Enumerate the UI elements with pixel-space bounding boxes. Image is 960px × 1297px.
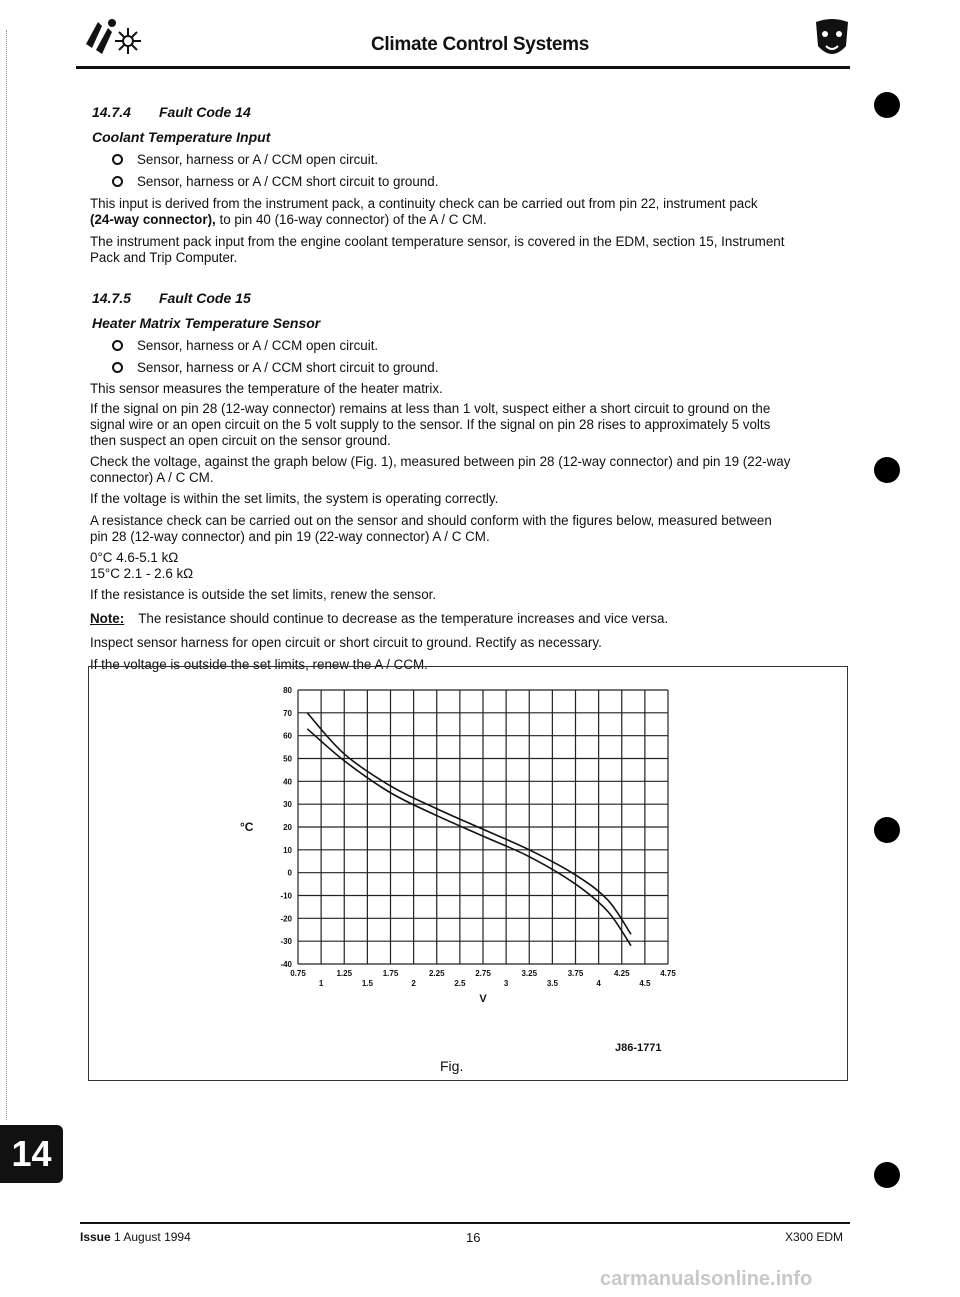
- figure-caption: Fig.: [440, 1058, 464, 1074]
- y-tick-label: 80: [283, 686, 292, 695]
- paragraph: Check the voltage, against the graph below (Fig. 1), measured between pin 28 (12-way connector) and pin 19 (22-way: [90, 454, 791, 469]
- x-tick-label: 0.75: [290, 969, 306, 978]
- y-tick-label: 30: [283, 800, 292, 810]
- x-tick-label: 4.5: [639, 979, 651, 988]
- y-tick-label: 60: [283, 731, 292, 741]
- x-tick-label: 1: [318, 979, 324, 988]
- paragraph: signal wire or an open circuit on the 5 volt supply to the sensor. If the signal on pin 28 rises to approximately 5 volts: [90, 417, 771, 432]
- x-tick-label: 1.25: [336, 969, 353, 978]
- x-tick-label: 3.75: [567, 969, 584, 978]
- paragraph: A resistance check can be carried out on the sensor and should conform with the figures below, measured between: [90, 513, 772, 528]
- section-heading-14-7-4: 14.7.4 Fault Code 14: [92, 104, 251, 120]
- jaguar-logo-icon: [812, 16, 852, 67]
- section-heading-14-7-5: 14.7.5 Fault Code 15: [92, 290, 251, 306]
- figure-ref: J86-1771: [615, 1042, 662, 1054]
- punch-hole: [874, 457, 900, 483]
- note: Note: The resistance should continue to decrease as the temperature increases and vice versa.: [90, 611, 669, 626]
- resistance-value: 0°C 4.6-5.1 kΩ: [90, 550, 179, 565]
- paragraph: Pack and Trip Computer.: [90, 250, 238, 265]
- x-tick-label: 2.25: [428, 969, 445, 978]
- paragraph: connector) A / C CM.: [90, 470, 214, 485]
- x-tick-label: 3.25: [521, 969, 538, 978]
- temperature-voltage-chart: [88, 666, 848, 1081]
- paragraph: This input is derived from the instrument pack, a continuity check can be carried out from pin 22, instrument pack: [90, 196, 758, 211]
- paragraph: This sensor measures the temperature of the heater matrix.: [90, 381, 443, 396]
- upper-limit-curve: [307, 713, 631, 934]
- watermark: carmanualsonline.info: [600, 1268, 813, 1290]
- y-tick-label: 20: [283, 823, 292, 832]
- y-tick-label: -10: [280, 891, 292, 901]
- resistance-value: 15°C 2.1 - 2.6 kΩ: [90, 566, 194, 581]
- y-tick-label: 70: [283, 708, 292, 718]
- x-tick-label: 1.5: [361, 979, 373, 988]
- footer-issue: Issue 1 August 1994: [80, 1230, 191, 1244]
- lower-limit-curve: [307, 729, 631, 946]
- x-tick-label: 2.5: [454, 979, 466, 988]
- paragraph: pin 28 (12-way connector) and pin 19 (22-way connector) A / C CM.: [90, 529, 490, 544]
- list-item: Sensor, harness or A / CCM short circuit to ground.: [112, 360, 438, 375]
- y-axis-label: °C: [240, 820, 254, 834]
- y-tick-label: 10: [283, 845, 292, 855]
- x-tick-label: 4: [596, 979, 601, 988]
- footer-rule: [80, 1222, 850, 1224]
- chapter-tab: 14: [0, 1125, 63, 1183]
- x-axis-label: V: [479, 993, 487, 1005]
- x-tick-label: 2: [411, 979, 416, 988]
- y-tick-label: 0: [287, 868, 292, 878]
- y-tick-label: -30: [280, 937, 292, 947]
- paragraph: If the voltage is outside the set limits, renew the A / CCM.: [90, 657, 428, 672]
- paragraph: If the voltage is within the set limits, the system is operating correctly.: [90, 491, 499, 506]
- x-tick-label: 4.25: [613, 969, 630, 978]
- paragraph: Inspect sensor harness for open circuit or short circuit to ground. Rectify as necessary.: [90, 635, 602, 650]
- paragraph: If the signal on pin 28 (12-way connector) remains at less than 1 volt, suspect either a short circuit to ground on the: [90, 401, 771, 416]
- binding-edge: [6, 30, 9, 1120]
- header-rule: [76, 66, 850, 69]
- list-item: Sensor, harness or A / CCM short circuit to ground.: [112, 174, 438, 189]
- punch-hole: [874, 92, 900, 118]
- list-item: Sensor, harness or A / CCM open circuit.: [112, 338, 378, 353]
- y-tick-label: 40: [283, 777, 292, 787]
- x-tick-label: 3: [503, 979, 509, 988]
- section-subtitle: Heater Matrix Temperature Sensor: [92, 315, 321, 331]
- punch-hole: [874, 817, 900, 843]
- footer-doc: X300 EDM: [785, 1230, 844, 1244]
- y-tick-label: -40: [280, 960, 292, 969]
- x-tick-label: 2.75: [475, 969, 491, 978]
- paragraph: then suspect an open circuit on the sensor ground.: [90, 433, 391, 448]
- section-subtitle: Coolant Temperature Input: [92, 129, 271, 145]
- paragraph: (24-way connector), to pin 40 (16-way connector) of the A / C CM.: [90, 212, 487, 227]
- page-title: Climate Control Systems: [371, 34, 589, 55]
- y-tick-label: 50: [283, 754, 292, 764]
- x-tick-label: 3.5: [546, 979, 558, 988]
- x-tick-label: 4.75: [660, 969, 676, 978]
- list-item: Sensor, harness or A / CCM open circuit.: [112, 152, 378, 167]
- x-tick-label: 1.75: [382, 969, 399, 978]
- paragraph: If the resistance is outside the set limits, renew the sensor.: [90, 587, 437, 602]
- paragraph: The instrument pack input from the engine coolant temperature sensor, is covered in the EDM, section 15, Instrument: [90, 234, 785, 249]
- y-tick-label: -20: [280, 914, 292, 924]
- page-number: 16: [466, 1230, 481, 1245]
- punch-hole: [874, 1162, 900, 1188]
